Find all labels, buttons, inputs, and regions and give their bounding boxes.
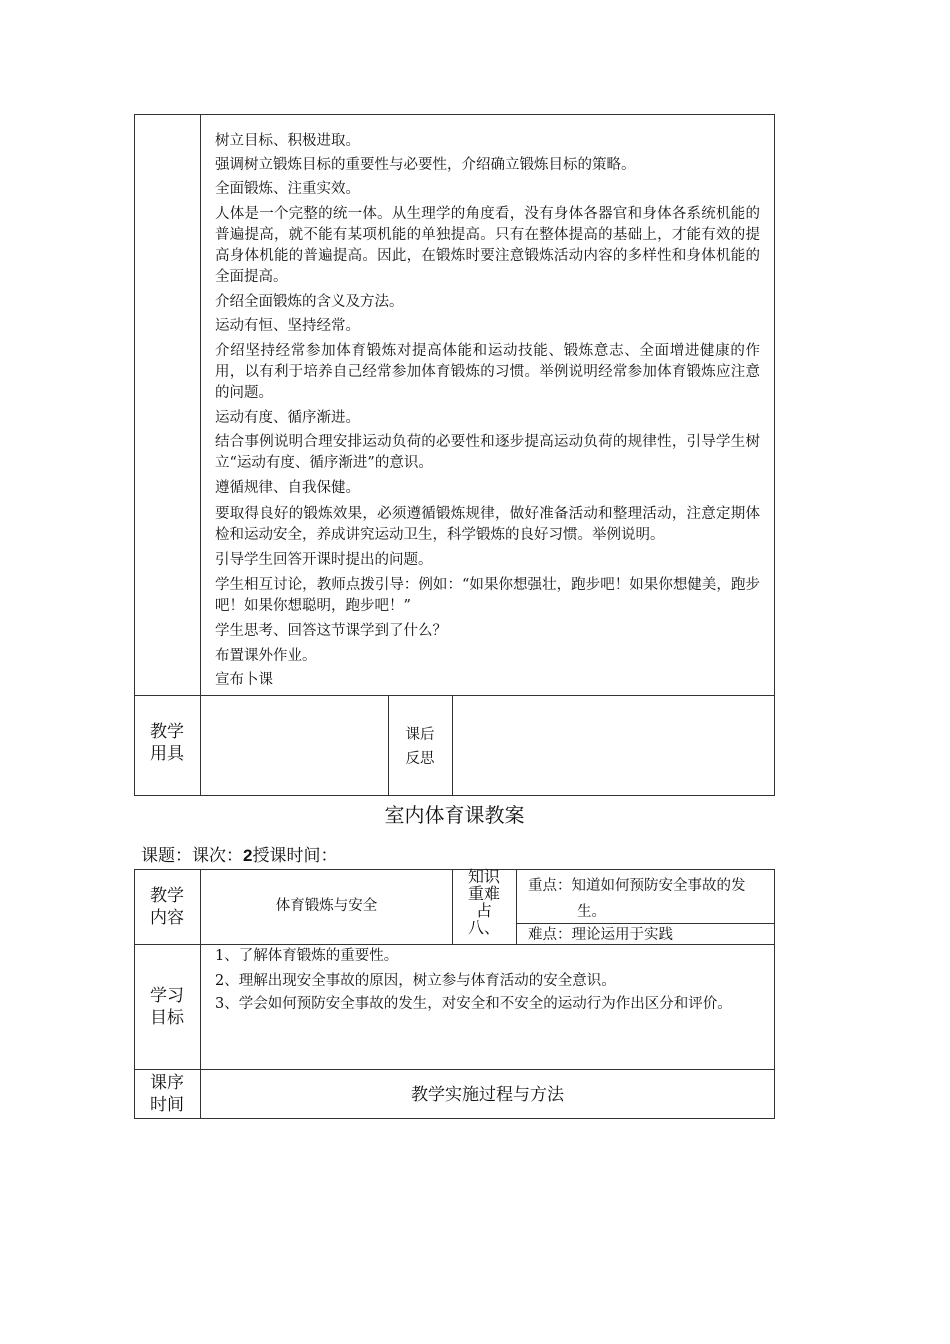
learning-goal-item: 1、了解体育锻炼的重要性。 [215,948,399,964]
subtitle-suffix: 授课时间： [252,846,338,866]
body-paragraph: 强调树立锻炼目标的重要性与必要性，介绍确立锻炼目标的策略。 [215,157,636,173]
body-paragraph: 树立目标、积极进取。 [215,133,360,149]
body-paragraph: 学生相互讨论，教师点拨引导：例如：“如果你想强壮，跑步吧！如果你想健美，跑步吧！如果你想聪明，跑步吧！” [215,577,760,614]
lesson-subtitle [141,844,337,868]
teaching-content-value: 体育锻炼与安全 [275,898,378,914]
teaching-tools-label: 教学用具 [150,722,184,764]
body-paragraph: 介绍坚持经常参加体育锻炼对提高体能和运动技能、锻炼意志、全面增进健康的作用，以有利于培养自己经常参加体育锻炼的习惯。举例说明经常参加体育锻炼应注意的问题。 [215,343,760,401]
body-paragraph: 要取得良好的锻炼效果，必须遵循锻炼规律，做好准备活动和整理活动，注意定期体检和运动安全，养成讲究运动卫生，科学锻炼的良好习惯。举例说明。 [215,506,760,543]
learning-goal-item: 2、理解出现安全事故的原因，树立参与体育活动的安全意识。 [215,973,616,989]
body-paragraph: 学生思考、回答这节课学到了什么？ [215,623,447,639]
body-paragraph: 布置课外作业。 [215,648,317,664]
body-paragraph: 宣布卜课 [215,672,273,688]
lesson-sequence-label: 课序时间 [150,1073,184,1115]
body-paragraph: 遵循规律、自我保健。 [215,480,360,496]
key-point: 重点：知道如何预防安全事故的发生。 [528,878,746,920]
body-paragraph: 全面锻炼、注重实效。 [215,181,360,197]
knowledge-difficulty-label: 知识重难占八、 [467,868,500,937]
body-paragraph: 介绍全面锻炼的含义及方法。 [215,294,404,310]
difficult-point: 难点：理论运用于实践 [528,927,673,943]
teaching-process-heading: 教学实施过程与方法 [411,1085,564,1105]
teaching-content-label: 教学内容 [150,886,184,928]
lesson-number: 2 [243,846,253,865]
body-paragraph: 引导学生回答开课时提出的问题。 [215,552,433,568]
page-title: 室内体育课教案 [384,803,525,827]
learning-goals-label: 学习目标 [150,986,184,1028]
body-paragraph: 运动有恒、坚持经常。 [215,318,360,334]
after-class-reflection-label: 课后反思 [405,727,435,767]
learning-goal-item: 3、学会如何预防安全事故的发生，对安全和不安全的运动行为作出区分和评价。 [215,996,732,1012]
body-paragraph: 运动有度、循序渐进。 [215,410,360,426]
body-paragraph: 结合事例说明合理安排运动负荷的必要性和逐步提高运动负荷的规律性，引导学生树立“运动有度、循序渐进”的意识。 [215,434,760,471]
subtitle-prefix: 课题：课次： [141,846,243,866]
body-paragraph: 人体是一个完整的统一体。从生理学的角度看，没有身体各器官和身体各系统机能的普遍提高，就不能有某项机能的单独提高。只有在整体提高的基础上，才能有效的提高身体机能的普遍提高。因此，在锻炼时要注意锻炼活动内容的多样性和身体机能的全面提高。 [215,206,760,285]
